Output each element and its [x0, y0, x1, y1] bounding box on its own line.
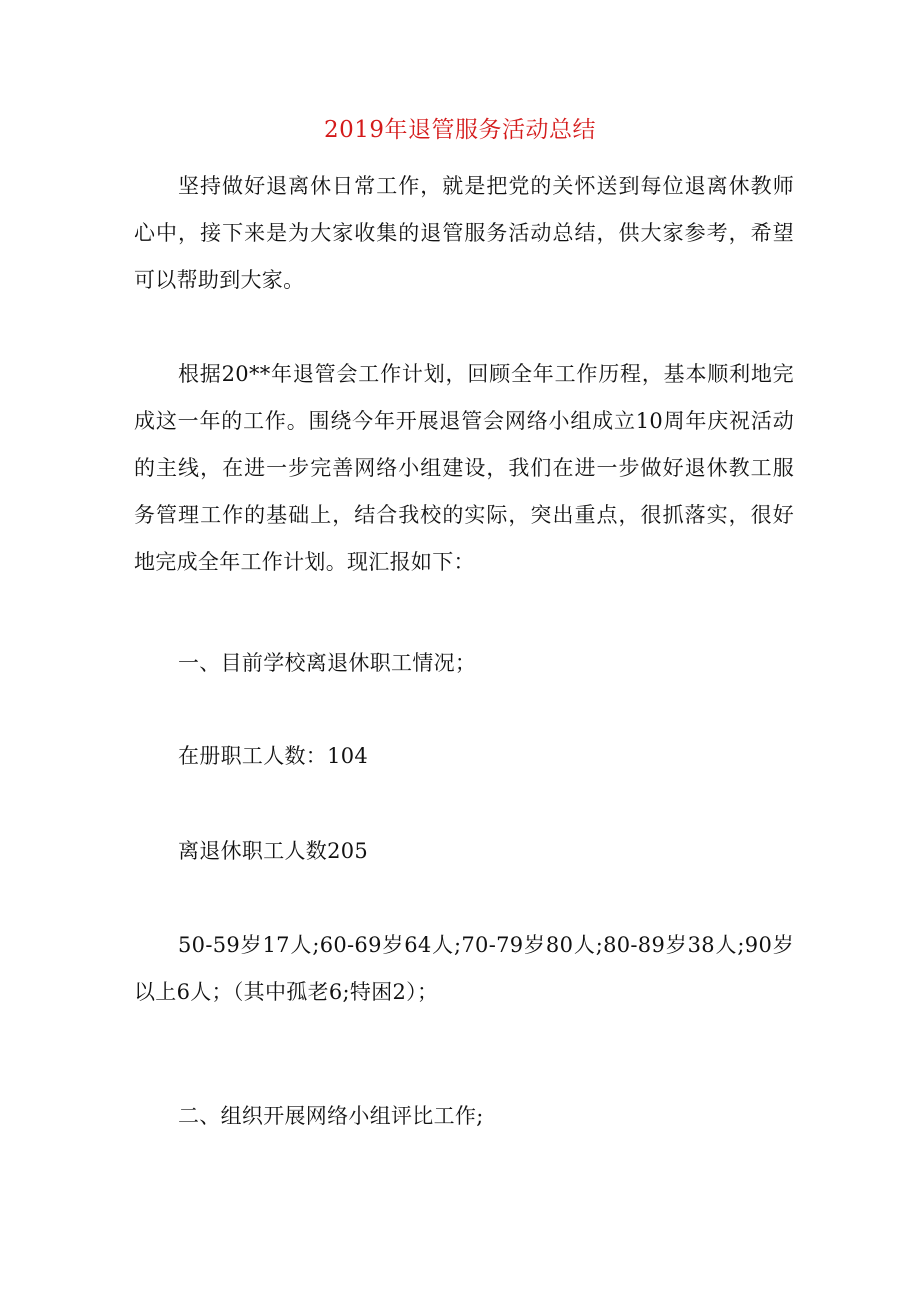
retired-staff-count: 离退休职工人数205 — [178, 839, 369, 863]
summary-paragraph: 根据20**年退管会工作计划，回顾全年工作历程，基本顺利地完成这一年的工作。围绕今年开展退管会网络小组成立10周年庆祝活动的主线，在进一步完善网络小组建设，我们在进一步做好退休教工服务管理工作的基础上，结合我校的实际，突出重点，很抓落实，很好地完成全年工作计划。现汇报如下： — [134, 362, 794, 574]
document-title: 2019年退管服务活动总结 — [323, 117, 597, 143]
section-1-heading: 一、目前学校离退休职工情况； — [178, 651, 477, 675]
age-breakdown-paragraph: 50-59岁17人;60-69岁64人;70-79岁80人;80-89岁38人;90岁以上6人；（其中孤老6;特困2）； — [134, 933, 794, 1004]
registered-staff-count: 在册职工人数：104 — [178, 744, 369, 768]
section-2-heading: 二、组织开展网络小组评比工作; — [178, 1104, 484, 1128]
intro-paragraph: 坚持做好退离休日常工作，就是把党的关怀送到每位退离休教师心中，接下来是为大家收集的退管服务活动总结，供大家参考，希望可以帮助到大家。 — [134, 174, 794, 292]
